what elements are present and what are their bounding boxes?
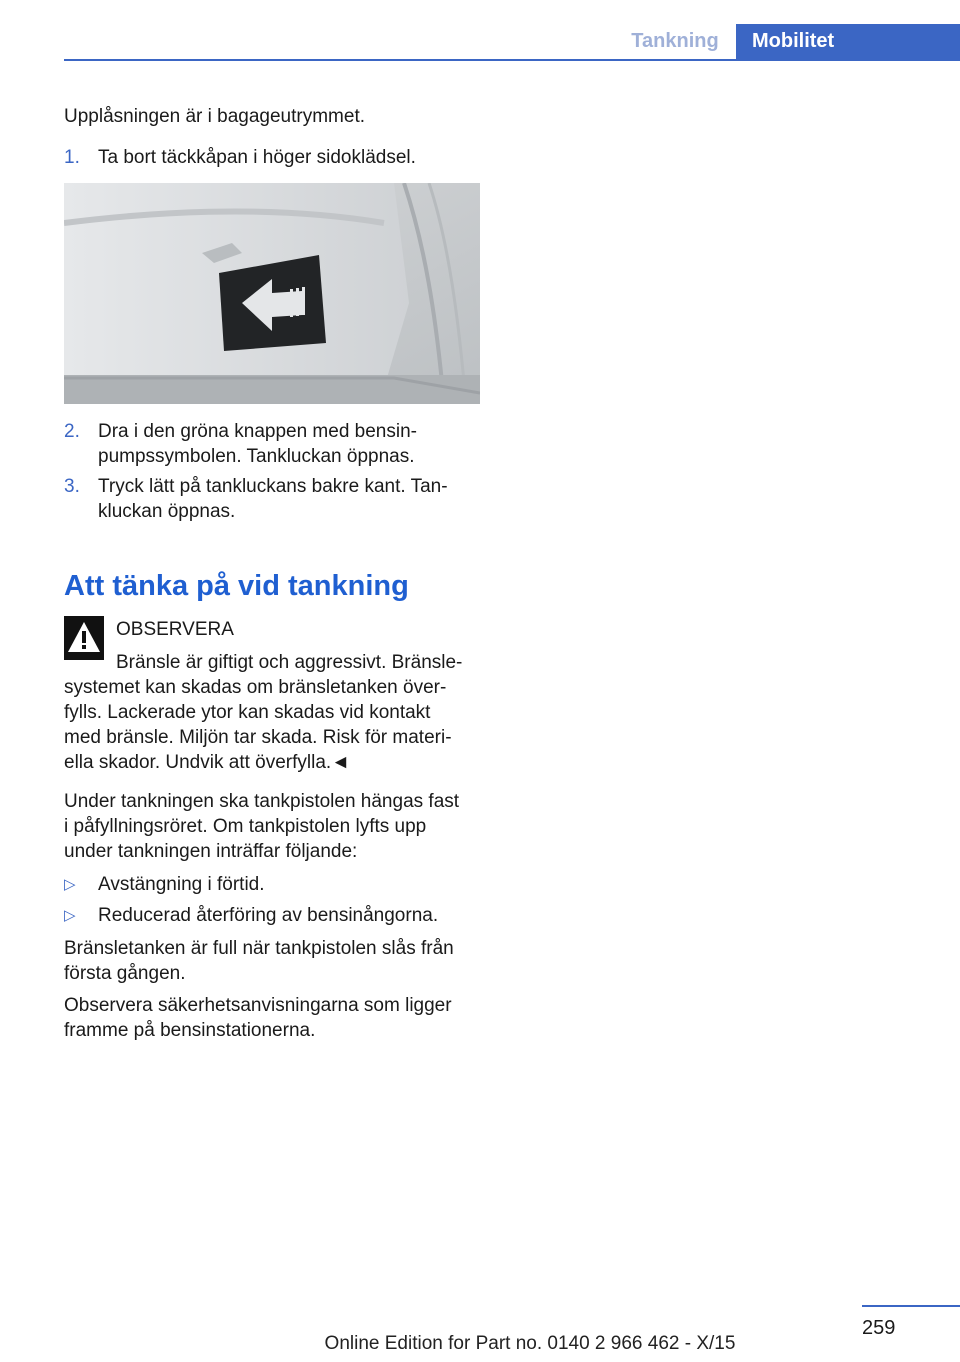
warning-first-line: Bränsle är giftigt och aggressivt. Bränsle- <box>116 652 463 673</box>
paragraph-full-tank <box>64 936 484 986</box>
section-heading: Att tänka på vid tankning <box>64 570 409 602</box>
step-line: pumpssymbolen. Tankluckan öppnas. <box>98 446 415 467</box>
paragraph-hanging <box>64 789 484 864</box>
step-line: Dra i den gröna knappen med bensin- <box>98 421 417 442</box>
trunk-panel-image <box>64 183 480 404</box>
warning-line: systemet kan skadas om bränsletanken över- <box>64 677 447 698</box>
page-number: 259 <box>862 1317 896 1339</box>
step-number: 3. <box>64 476 80 497</box>
step-text <box>98 419 482 469</box>
paragraph-line: Under tankningen ska tankpistolen hängas fast <box>64 791 460 812</box>
step-text: Ta bort täckkåpan i höger sidoklädsel. <box>98 147 416 168</box>
edition-footer: Online Edition for Part no. 0140 2 966 462 - X/15 <box>324 1333 736 1354</box>
step-number: 2. <box>64 421 80 442</box>
tab-mobilitet[interactable]: Mobilitet <box>736 24 960 61</box>
warning-line: med bränsle. Miljön tar skada. Risk för materi- <box>64 727 452 748</box>
paragraph-line: framme på bensinstationerna. <box>64 1020 316 1041</box>
intro-text: Upplåsningen är i bagageutrymmet. <box>64 106 366 127</box>
footer-rule <box>862 1305 960 1307</box>
paragraph-line: i påfyllningsröret. Om tankpistolen lyfts upp <box>64 816 427 837</box>
step-text <box>98 474 482 524</box>
paragraph-line: första gången. <box>64 963 186 984</box>
warning-line: ella skador. Undvik att överfylla.◄ <box>64 752 350 773</box>
warning-body <box>64 675 484 775</box>
tab-tankning[interactable]: Tankning <box>631 30 719 52</box>
step-line: kluckan öppnas. <box>98 501 236 522</box>
paragraph-line: Bränsletanken är full när tankpistolen slås från <box>64 938 454 959</box>
step-number: 1. <box>64 147 80 168</box>
list-item-text: Avstängning i förtid. <box>98 874 265 895</box>
step-line: Tryck lätt på tankluckans bakre kant. Tan- <box>98 476 448 497</box>
paragraph-safety <box>64 993 484 1043</box>
warning-line: fylls. Lackerade ytor kan skadas vid kontakt <box>64 702 431 723</box>
trunk-release-photo <box>64 183 480 404</box>
bullet-marker-icon: ▷ <box>64 876 76 893</box>
warning-triangle-icon <box>64 616 104 660</box>
paragraph-line: under tankningen inträffar följande: <box>64 841 358 862</box>
warning-title: OBSERVERA <box>116 619 234 640</box>
list-item-text: Reducerad återföring av bensinångorna. <box>98 905 439 926</box>
paragraph-line: Observera säkerhetsanvisningarna som ligger <box>64 995 452 1016</box>
bullet-marker-icon: ▷ <box>64 907 76 924</box>
